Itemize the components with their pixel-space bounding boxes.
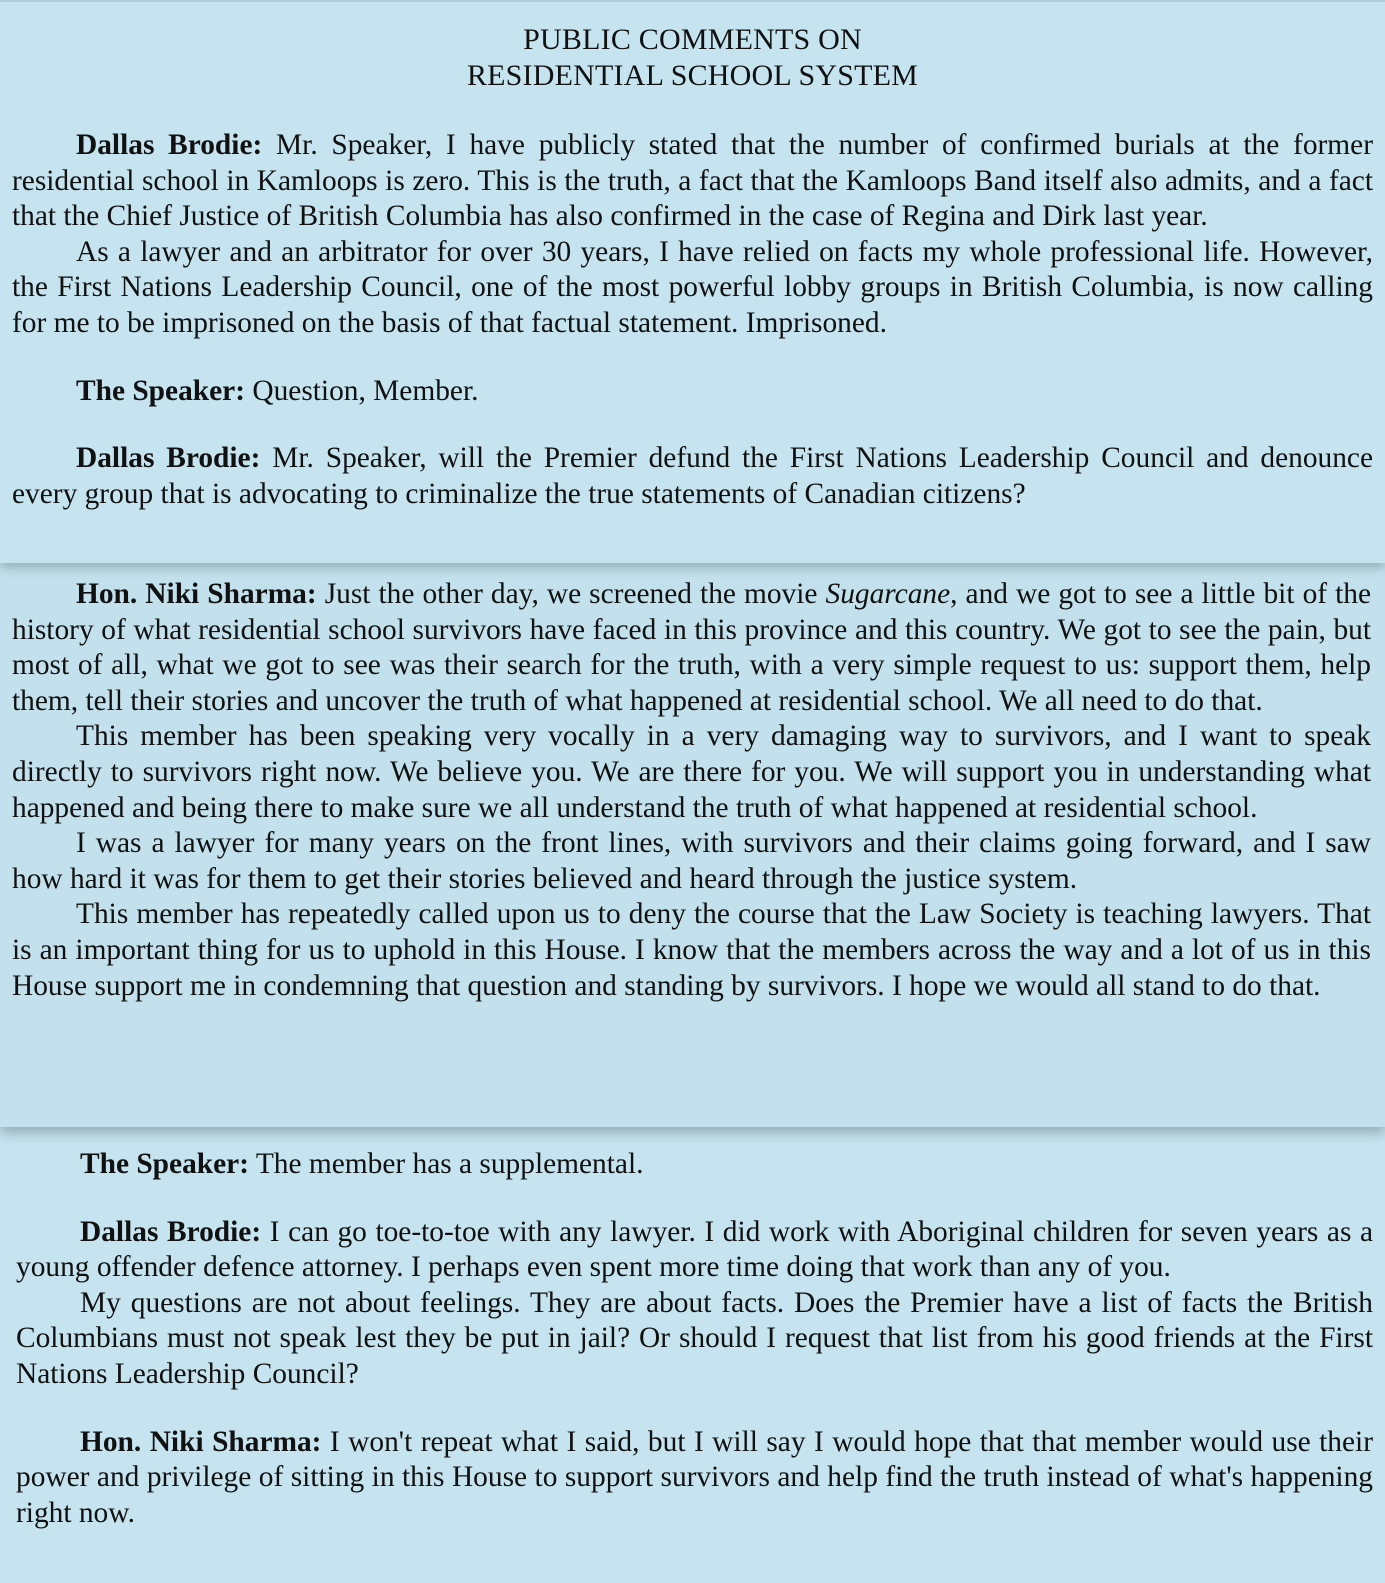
speech-text: , and we got to see a little bit of the history of what residential school survivors have faced in this province and this country. We got to see the pain, but most of all, what we got to see was their search for the truth, with a very simple request to us: support them, help them, tell their stories and uncover the truth of what happened at residential school. We all need to do that.	[12, 578, 1372, 717]
speaker-name: Dallas Brodie:	[80, 1215, 262, 1248]
paragraph: This member has been speaking very vocally in a very damaging way to survivors, and I want to speak directly to survivors right now. We believe you. We are there for you. We will support you in understanding what happened and being there to make sure we all understand the truth of what happened at residential school.	[12, 720, 1371, 824]
speaker-name: The Speaker:	[80, 1148, 249, 1180]
speech-text: Question, Member.	[245, 374, 479, 407]
paragraph	[12, 374, 1373, 410]
paragraph	[12, 128, 1373, 235]
speech-text: Mr. Speaker, I have publicly stated that the number of confirmed burials at the former residential school in Kamloops is zero. This is the truth, a fact that the Kamloops Band itself also admits, and a fact that the Chief Justice of British Columbia has also confirmed in the case of Regina and Dirk last year.	[12, 129, 1373, 233]
speaker-name: Dallas Brodie:	[76, 442, 261, 475]
paragraph	[16, 1147, 1373, 1183]
speech-text: Just the other day, we screened the movie	[316, 578, 826, 610]
speaker-name: The Speaker:	[76, 374, 245, 407]
speech-text: As a lawyer and an arbitrator for over 30 years, I have relied on facts my whole professional life. However, the First Nations Leadership Council, one of the most powerful lobby groups in British Columbia, is now calling for me to be imprisoned on the basis of that factual statement. Imprisoned.	[12, 235, 1373, 339]
speech-text: Mr. Speaker, will the Premier defund the First Nations Leadership Council and denounce every group that is advocating to criminalize the true statements of Canadian citizens?	[12, 442, 1374, 510]
document-title	[12, 22, 1373, 94]
speech-text: My questions are not about feelings. They are about facts. Does the Premier have a list of facts the British Columbians must not speak lest they be put in jail? Or should I request that list from his good friends at the First Nations Leadership Council?	[16, 1286, 1373, 1390]
title-line-1: PUBLIC COMMENTS ON	[523, 23, 862, 56]
speaker-name: Dallas Brodie:	[76, 129, 263, 161]
transcript-section-1	[0, 0, 1385, 563]
speech-text: I can go toe-to-toe with any lawyer. I did work with Aboriginal children for seven years as a young offender defence attorney. I perhaps even spent more time doing that work than any of you.	[16, 1215, 1374, 1284]
paragraph	[16, 1215, 1373, 1286]
speaker-name: Hon. Niki Sharma:	[76, 578, 317, 610]
speech-text: I won't repeat what I said, but I will say I would hope that that member would use their power and privilege of sitting in this House to support survivors and help find the truth instead of what's happening right now.	[16, 1425, 1373, 1529]
paragraph	[12, 577, 1371, 719]
transcript-section-2	[0, 563, 1385, 1127]
movie-title: Sugarcane	[825, 578, 951, 610]
paragraph	[12, 441, 1373, 512]
transcript-section-3	[0, 1127, 1385, 1583]
paragraph	[12, 235, 1373, 342]
title-line-2: RESIDENTIAL SCHOOL SYSTEM	[466, 59, 919, 92]
speaker-name: Hon. Niki Sharma:	[80, 1425, 322, 1458]
paragraph: I was a lawyer for many years on the front lines, with survivors and their claims going forward, and I saw how hard it was for them to get their stories believed and heard through the justice system.	[12, 827, 1371, 895]
paragraph: This member has repeatedly called upon us to deny the course that the Law Society is teaching lawyers. That is an important thing for us to uphold in this House. I know that the members across the way and a lot of us in this House support me in condemning that question and standing by survivors. I hope we would all stand to do that.	[12, 898, 1371, 1002]
speech-text: The member has a supplemental.	[249, 1148, 644, 1180]
paragraph	[16, 1425, 1373, 1532]
paragraph	[16, 1286, 1373, 1393]
